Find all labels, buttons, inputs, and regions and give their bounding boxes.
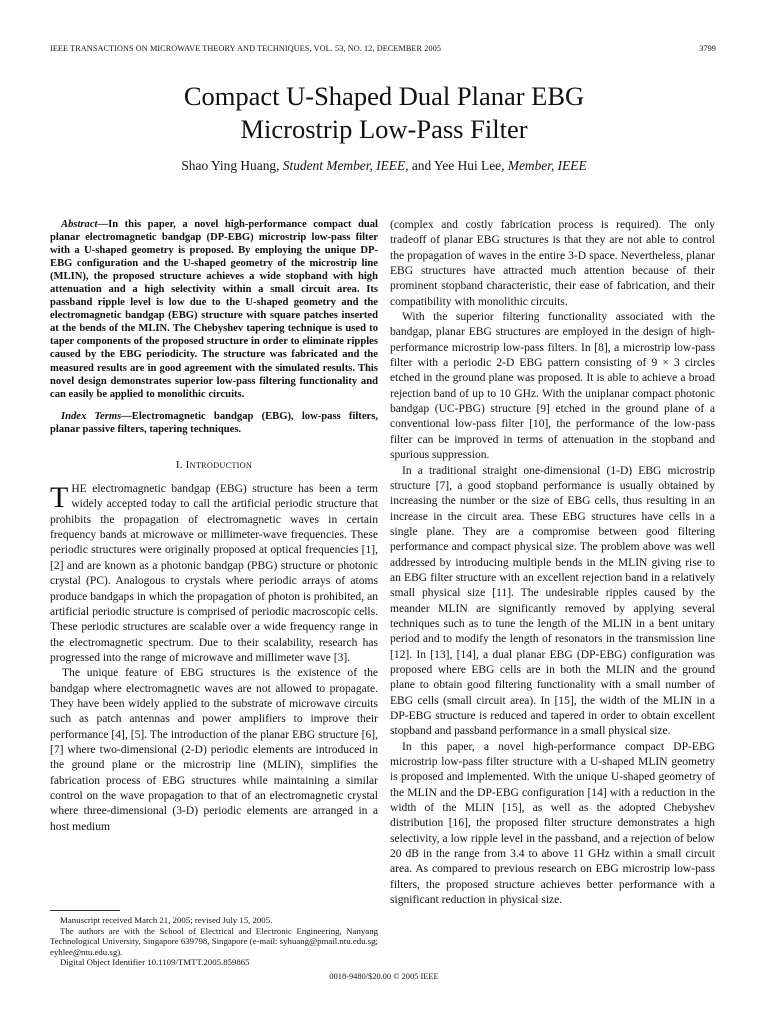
body-paragraph-2: With the superior filtering functionality associated with the bandgap, planar EBG structures are employed in the design of high-performance microstrip low-pass filters. In [8], a microstrip low-pass filter with a periodic 2-D EBG pattern consisting of 9 × 3 circles etched in the ground plane was proposed. It is able to achieve a broad rejection band of up to 10 GHz. With the uniplanar compact photonic bandgap (UC-PBG) structure [9] etched in the ground plane of a conventional low-pass filter [10], the performance of the low-pass filter can be improved in terms of attenuation in the stopband and spurious suppression. — [390, 311, 715, 462]
left-column — [50, 218, 378, 835]
footnote-affiliation: The authors are with the School of Electrical and Electronic Engineering, Nanyang Technological University, Singapore 639798, Singapore (e-mail: syhuang@pmail.ntu.edu.sg; eyhlee@ntu.edu.sg). — [50, 925, 378, 957]
copyright-line: 0018-9480/$20.00 © 2005 IEEE — [329, 972, 439, 981]
footnote-doi: Digital Object Identifier 10.1109/TMTT.2005.859865 — [60, 957, 250, 968]
index-terms — [50, 410, 378, 436]
index-terms-label: Index Terms — [61, 410, 122, 422]
index-terms-text: —Electromagnetic bandgap (EBG), low-pass filters, planar passive filters, tapering techniques. — [50, 410, 379, 435]
abstract-label: Abstract — [61, 219, 98, 230]
section-heading-introduction: I. INTRODUCTION — [175, 458, 253, 471]
footnotes — [50, 897, 378, 968]
abstract — [50, 218, 378, 401]
drop-cap: T — [50, 481, 69, 515]
author-2-role: Member, IEEE — [507, 158, 587, 173]
body-paragraph-4: In this paper, a novel high-performance compact DP-EBG microstrip low-pass filter structure with a U-shaped MLIN geometry is proposed and implemented. With the unique U-shaped geometry of the MLIN and the DP-EBG configuration [14] with a reduction in the width of the MLIN [15], as well as the adopted Chebyshev distribution [16], the proposed filter structure demonstrates a high selectivity, a low ripple level in the passband, and a rejection of below 20 dB in the range from 3.4 to above 11 GHz within a small circuit area. As compared to previous research on EBG microstrip low-pass filters, the proposed structure achieves better performance with a significant reduction in physical size. — [390, 740, 715, 907]
title-line-1: Compact U-Shaped Dual Planar EBG — [183, 81, 585, 111]
page-number: 3799 — [699, 44, 716, 53]
intro-paragraph-1: THE electromagnetic bandgap (EBG) structure has been a term widely accepted today to call the artificial periodic structure that prohibits the propagation of electromagnetic waves in certain frequency bands at microwave or millimeter-wave frequencies. These periodic structures were originally proposed at optical frequencies [1], [2] and are known as a photonic bandgap (PBG) structure or photonic crystal (PC). Analogous to crystals where periodic arrays of atoms produce bandgaps in which the propagation of photon is prohibited, an artificial periodic structure is comprised of periodic macroscopic cells. These periodic structures are scalable over a wide frequency range in the electromagnetic spectrum. Due to their scalability, research has progressed into the range of microwave and millimeter wave [3]. — [50, 481, 378, 664]
author-1-role: Student Member, IEEE, — [282, 158, 409, 173]
title-line-2: Microstrip Low-Pass Filter — [240, 114, 528, 144]
intro-paragraph-2: The unique feature of EBG structures is the existence of the bandgap where electromagnetic waves are not allowed to propagate. They have been widely applied to the substrate of microwave circuits such as patch antennas and power amplifiers to improve their performance [4], [5]. The introduction of the planar EBG structure [6], [7] where two-dimensional (2-D) periodic elements are introduced in the ground plane or the microstrip line (MLIN), simplifies the fabrication process of EBG structures while maintaining a similar control on the wave propagation to that of an electromagnetic crystal where three-dimensional (3-D) periodic elements are arranged in a host medium — [50, 667, 378, 833]
footnote-rule — [50, 910, 120, 911]
author-2-name: and Yee Hui Lee, — [411, 158, 505, 173]
body-paragraph-3: In a traditional straight one-dimensional (1-D) EBG microstrip structure [7], a good stopband performance is usually obtained by increasing the number or the size of EBG cells, thus resulting in an increase in the circuit area. These EBG structures have cells in a single plane. They are a compromise between good filtering performance and compact physical size. The problem above was well addressed by introducing multiple bends in the MLIN giving rise to an EBG filter structure with an excellent rejection band in a relatively small physical size [11]. The undesirable ripples caused by the meander MLIN are significantly removed by applying several techniques such as to tune the length of the MLIN in a bent unitary period and to modify the length of resonators in the transmission line [12]. In [13], [14], a dual planar EBG (DP-EBG) configuration was proposed where EBG cells are in both the MLIN and the ground plane to obtain good filtering functionality with a small number of EBG cells (small circuit area). In [15], the width of the MLIN in a DP-EBG structure is reduced and tapered in order to obtain excellent stopband and passband performance in a small physical size. — [390, 464, 715, 738]
author-1-name: Shao Ying Huang, — [181, 158, 280, 173]
author-line — [40, 158, 728, 174]
abstract-text: —In this paper, a novel high-performance compact dual planar electromagnetic bandgap (DP-EBG) microstrip low-pass filter with a U-shaped geometry is proposed. By employing the unique DP-EBG configuration and the U-shaped geometry of the microstrip line (MLIN), the proposed structure achieves a wide stopband with high attenuation and a high selectivity within a small circuit area. Its passband ripple level is low due to the U-shaped geometry and the electromagnetic bandgap (EBG) structure with square patches inserted at the bends of the MLIN. The Chebyshev tapering technique is used to taper components of the proposed structure in order to eliminate ripples caused by the EBG periodicity. The structure was fabricated and the measured results are in good agreement with the simulated results. This novel design demonstrates superior low-pass filtering functionality and can easily be applied to monolithic circuits. — [50, 219, 378, 400]
body-paragraph-1: (complex and costly fabrication process is required). The only tradeoff of planar EBG structures is that they are not able to control the propagation of waves in the entire 3-D space. Nevertheless, planar EBG structures have attracted much attention because of their prominent stopband characteristic, their ease of fabrication, and their compatibility with monolithic circuits. — [390, 219, 715, 308]
journal-citation: IEEE TRANSACTIONS ON MICROWAVE THEORY AND TECHNIQUES, VOL. 53, NO. 12, DECEMBER 2005 — [50, 44, 442, 53]
footnote-manuscript: Manuscript received March 21, 2005; revised July 15, 2005. — [60, 915, 273, 925]
paper-title — [40, 80, 728, 146]
right-column — [390, 218, 715, 908]
